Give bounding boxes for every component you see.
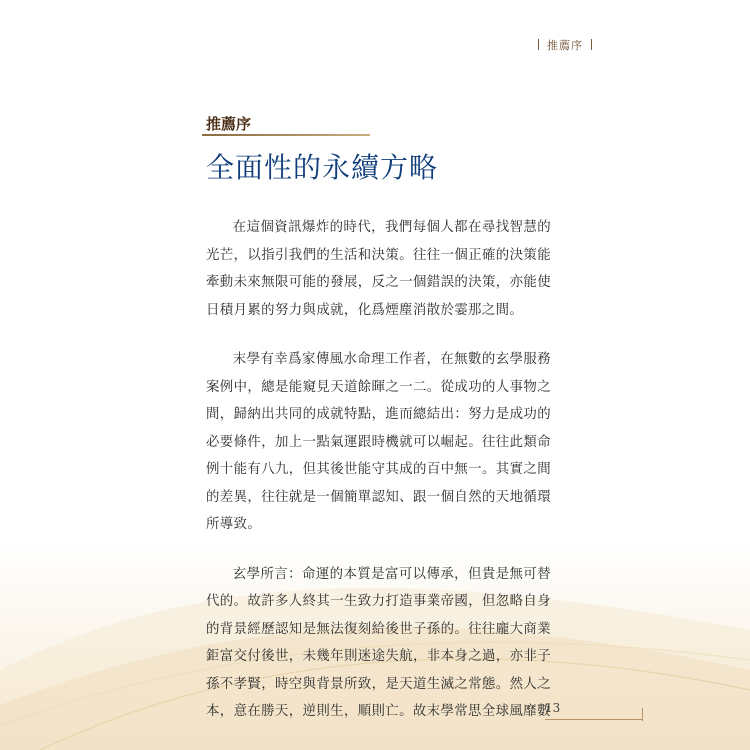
page-number-rule-tick (642, 708, 643, 721)
body-text (206, 214, 551, 748)
paragraph-3: 玄學所言：命運的本質是富可以傳承，但貴是無可替代的。故許多人終其一生致力打造事業帝國，但忽略自身的背景經歷認知是無法復刻給後世子孫的。往往龐大商業鉅富交付後世，未幾年則迷途失航，非本身之過，亦非子孫不孝賢，時空與背景所致，是天道生滅之常態。然人之本，意在勝天，逆則生，順則亡。故末學常思全球風靡數 (206, 566, 551, 719)
page-number: 13 (545, 701, 561, 715)
page-number-rule (545, 719, 643, 720)
paragraph-2: 末學有幸爲家傳風水命理工作者，在無數的玄學服務案例中，總是能窺見天道餘暉之一二。從成功的人事物之間，歸納出共同的成就特點，進而總結出：努力是成功的必要條件，加上一點氣運跟時機就可以崛起。往往此類命例十能有八九，但其後世能守其成的百中無一。其實之間的差異，往往就是一個簡單認知、跟一個自然的天地循環所導致。 (206, 352, 551, 532)
running-head-divider-right (591, 39, 592, 50)
section-label-rule (202, 134, 370, 136)
section-label-text: 推薦序 (206, 115, 252, 133)
paragraph-1: 在這個資訊爆炸的時代，我們每個人都在尋找智慧的光芒，以指引我們的生活和決策。往往一個正確的決策能牽動未來無限可能的發展，反之一個錯誤的決策，亦能使日積月累的努力與成就，化爲煙塵消散於霎那之間。 (206, 220, 551, 318)
running-head-divider-left (538, 39, 539, 50)
section-label (202, 113, 370, 133)
chapter-title: 全面性的永續方略 (206, 151, 439, 184)
running-head-label: 推薦序 (547, 39, 583, 52)
running-head (530, 37, 600, 53)
